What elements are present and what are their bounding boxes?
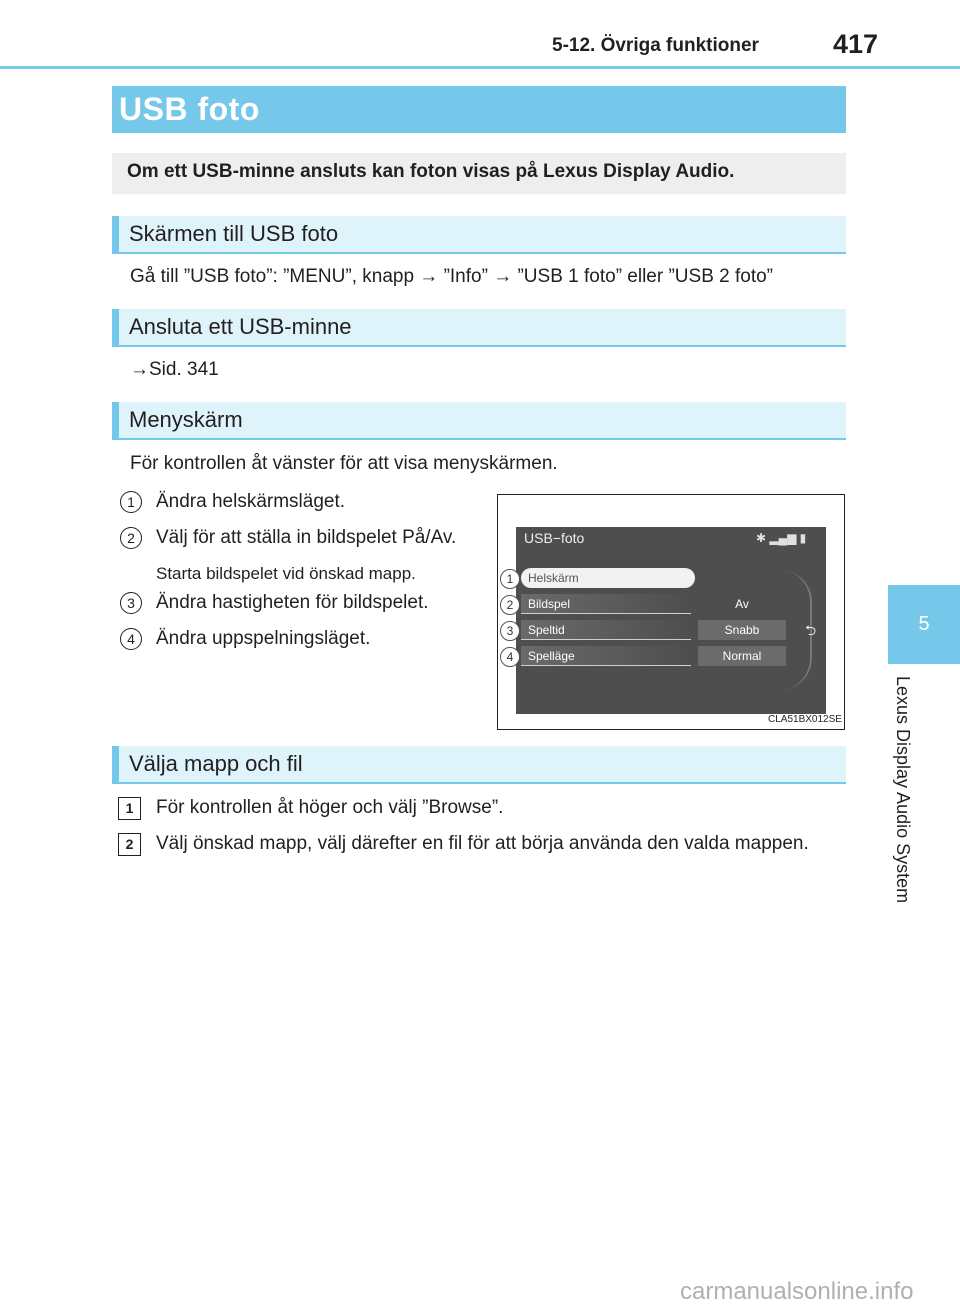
- step-number-2: 2: [118, 833, 141, 856]
- header-rule: [0, 66, 960, 69]
- chapter-tab-label: [884, 676, 924, 926]
- chapter-title: 5-12. Övriga funktioner: [552, 35, 759, 56]
- subheading-usb-photo-screen: Skärmen till USB foto: [112, 216, 846, 254]
- figure-callout-4: 4: [500, 647, 520, 667]
- menu-row-playmode[interactable]: Spelläge: [521, 646, 691, 666]
- figure-callout-1: 1: [500, 569, 520, 589]
- item-2-note: Starta bildspelet vid önskad mapp.: [156, 564, 416, 583]
- screen-title: USB−foto: [524, 530, 585, 546]
- item-number-3: 3: [120, 592, 142, 614]
- menu-row-playtime[interactable]: Speltid: [521, 620, 691, 640]
- item-text-3: Ändra hastigheten för bildspelet.: [156, 592, 429, 613]
- figure-callout-3: 3: [500, 621, 520, 641]
- item-number-4: 4: [120, 628, 142, 650]
- chapter-tab-label-text: Lexus Display Audio System: [893, 676, 913, 904]
- step-number-1: 1: [118, 797, 141, 820]
- watermark: carmanualsonline.info: [680, 1278, 914, 1305]
- menu-row-slideshow[interactable]: Bildspel: [521, 594, 691, 614]
- subheading-select-folder: Välja mapp och fil: [112, 746, 846, 784]
- section-intro: Om ett USB-minne ansluts kan foton visas på Lexus Display Audio.: [112, 153, 846, 194]
- menu-screen-text: För kontrollen åt vänster för att visa menyskärmen.: [130, 453, 558, 474]
- item-text-1: Ändra helskärmsläget.: [156, 491, 346, 512]
- status-icons: ✱ ▂▄▆ ▮: [756, 531, 807, 545]
- chapter-tab-number: 5: [918, 613, 930, 635]
- usb-photo-screen-text: Gå till ”USB foto”: ”MENU”, knapp → ”Info” → ”USB 1 foto” eller ”USB 2 foto”: [130, 266, 774, 287]
- figure-code: CLA51BX012SE: [768, 714, 842, 725]
- back-icon: ⮌: [805, 622, 817, 638]
- menu-row-fullscreen[interactable]: Helskärm: [521, 568, 695, 588]
- item-text-2: Välj för att ställa in bildspelet På/Av.: [156, 527, 457, 548]
- connect-usb-reference: →Sid. 341: [130, 359, 219, 380]
- page-number: 417: [833, 29, 879, 59]
- step-text-1: För kontrollen åt höger och välj ”Browse”.: [156, 797, 504, 818]
- menu-value-slideshow: Av: [735, 597, 749, 611]
- step-text-2: Välj önskad mapp, välj därefter en fil för att börja använda den valda mappen.: [156, 833, 809, 854]
- item-number-2: 2: [120, 527, 142, 549]
- item-number-1: 1: [120, 491, 142, 513]
- menu-value-playtime: Snabb: [698, 620, 786, 640]
- menu-value-playmode: Normal: [698, 646, 786, 666]
- figure-callout-2: 2: [500, 595, 520, 615]
- section-title: USB foto: [112, 86, 846, 133]
- subheading-connect-usb: Ansluta ett USB-minne: [112, 309, 846, 347]
- subheading-menu-screen: Menyskärm: [112, 402, 846, 440]
- chapter-tab: [888, 585, 960, 664]
- item-text-4: Ändra uppspelningsläget.: [156, 628, 371, 649]
